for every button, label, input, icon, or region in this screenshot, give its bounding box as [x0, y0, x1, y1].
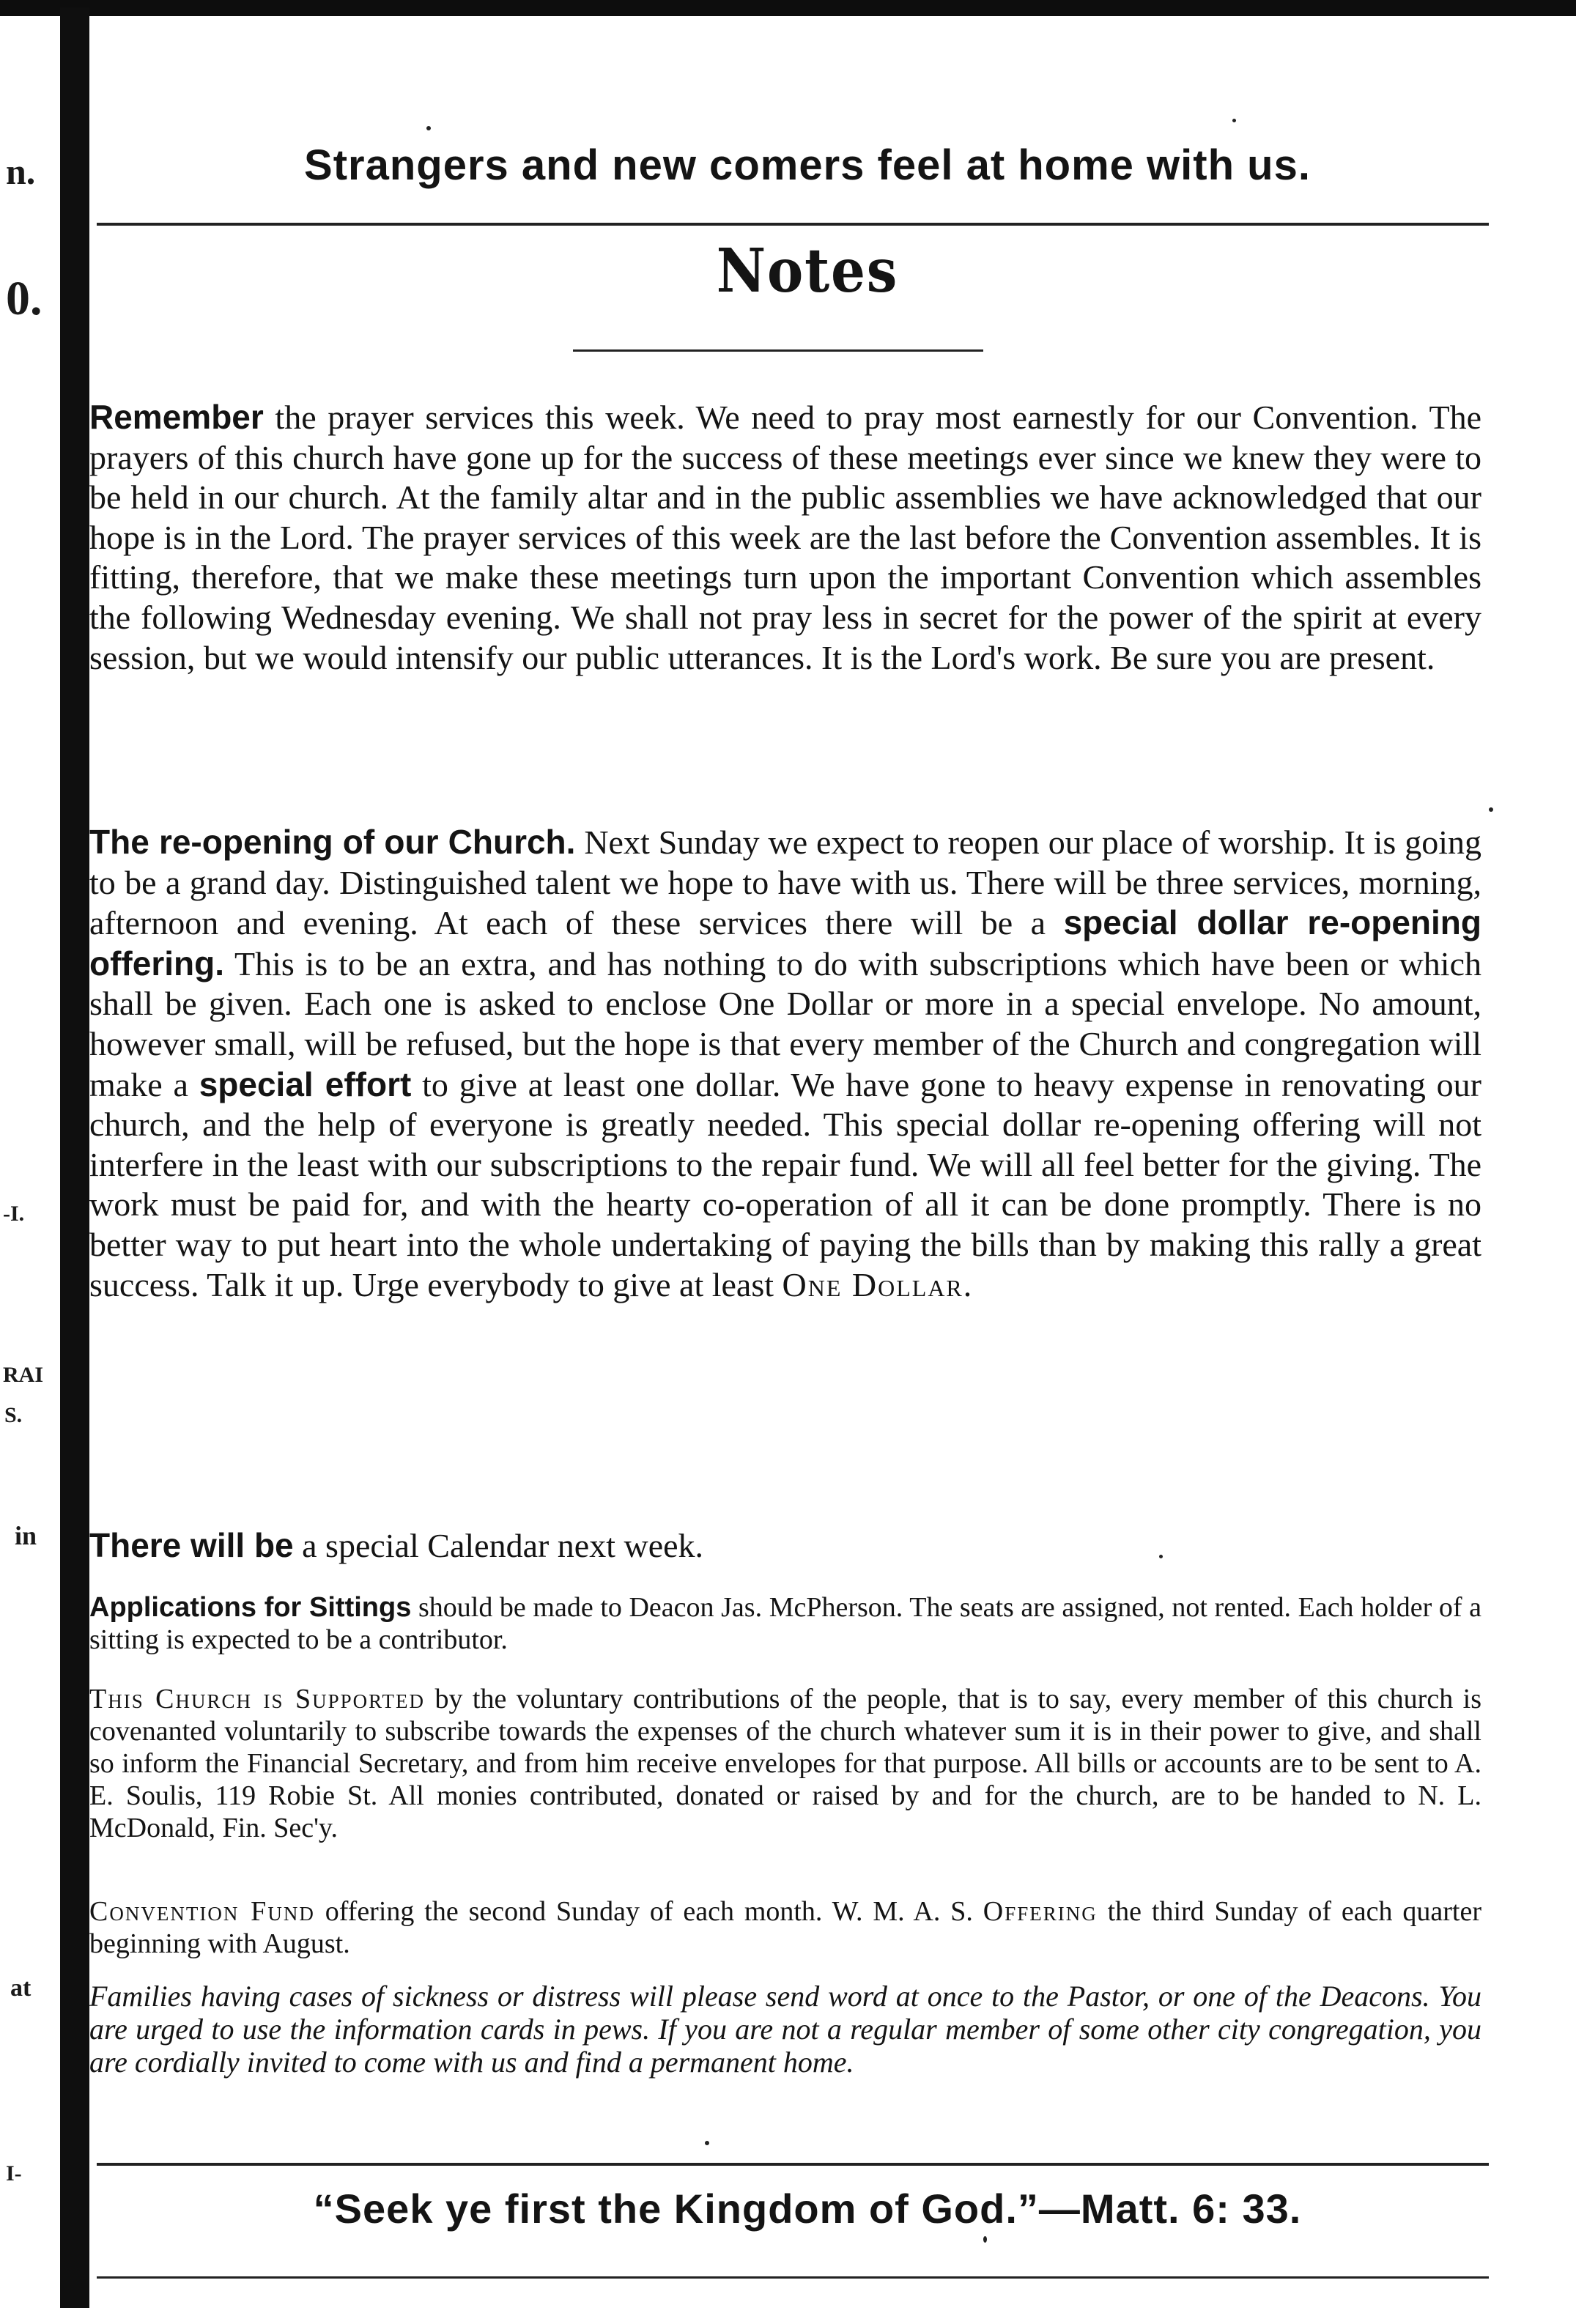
margin-fragment: at: [10, 1975, 32, 2002]
calendar-paragraph: [89, 1525, 1481, 1569]
reopening-body-1: Next Sunday we expect to reopen our place of worship. It is going to be a grand day. Distinguished talent we hope to have with us. There will be three services, morning, afternoon and evening. At each of these services there will be a: [89, 824, 1482, 942]
convention-fund-body-2: the third Sunday of each quarter beginning with August.: [89, 1896, 1482, 1959]
print-speck: [1232, 119, 1236, 122]
footer-scripture: “Seek ye first the Kingdom of God.”—Matt. 6: 33.: [313, 2186, 1302, 2232]
print-speck: [426, 126, 431, 130]
sittings-lead: Applications for Sittings: [89, 1592, 412, 1623]
sittings-paragraph: [89, 1591, 1481, 1661]
support-paragraph: [89, 1683, 1481, 1881]
convention-fund-caps: Convention Fund: [89, 1896, 315, 1927]
calendar-body: a special Calendar next week.: [293, 1527, 704, 1564]
prayer-lead: Remember: [89, 398, 264, 436]
page-top-band: [0, 0, 1576, 16]
margin-fragment: -I.: [3, 1202, 25, 1226]
footer-rule-top: [97, 2163, 1489, 2166]
print-speck: [983, 2236, 987, 2243]
families-paragraph: [89, 1980, 1481, 2119]
margin-fragment: RAI: [3, 1363, 44, 1387]
reopening-body-3: to give at least one dollar. We have gone to heavy expense in renovating our church, and the help of everyone is greatly needed. This special dollar re-opening offering will not interfere in the least with our subscriptions to the repair fund. We will all feel better for the giving. The work must be paid for, and with the hearty co-operation of all it can be done promptly. There is no better way to put heart into the whole undertaking of paying the bills than by making this rally a great success. Talk it up. Urge everybody to give at least: [89, 1065, 1482, 1303]
print-speck: [705, 2141, 709, 2145]
header-rule: [97, 223, 1489, 226]
margin-fragment: 0.: [6, 272, 42, 325]
sittings-body: should be made to Deacon Jas. McPherson. The seats are assigned, not rented. Each holder of a sitting is expected to be a contributor.: [89, 1592, 1481, 1655]
support-body: by the voluntary contributions of the people, that is to say, every member of this church is covenanted voluntarily to subscribe towards the expenses of the church whatever sum it is in their power to give, and shall so inform the Financial Secretary, and from him receive envelopes for that purpose. All bills or accounts are to be sent to A. E. Soulis, 119 Robie St. All monies contributed, donated or raised by and for the church, are to be handed to N. L. McDonald, Fin. Sec'y.: [89, 1684, 1481, 1843]
prayer-paragraph: [89, 397, 1481, 815]
print-speck: [1489, 807, 1493, 812]
margin-fragment: I-: [6, 2161, 22, 2186]
binding-spine: [60, 7, 89, 2308]
convention-fund-paragraph: [89, 1895, 1481, 1965]
offering-caps: Offering: [983, 1896, 1098, 1927]
header-slogan: Strangers and new comers feel at home with us.: [304, 141, 1311, 189]
margin-fragment: n.: [6, 151, 36, 192]
reopening-lead: The re-opening of our Church.: [89, 823, 576, 861]
notes-heading: [89, 236, 1525, 306]
print-speck: [1159, 1555, 1163, 1558]
footer-rule-bottom: [97, 2276, 1489, 2279]
prayer-body: the prayer services this week. We need to pray most earnestly for our Convention. The prayers of this church have gone up for the success of these meetings ever since we knew they were to be held in our church. At the family altar and in the public assemblies we have acknowledged that our hope is in the Lord. The prayer services of this week are the last before the Convention assembles. It is fitting, therefore, that we make these meetings turn upon the important Convention which assembles the following Wednesday evening. We shall not pray less in secret for the power of the spirit at every session, but we would intensify our public utterances. It is the Lord's work. Be sure you are present.: [89, 399, 1481, 676]
support-caps: This Church is Supported: [89, 1684, 425, 1714]
bulletin-page: [89, 16, 1547, 2309]
reopening-paragraph: [89, 822, 1481, 1496]
reopening-body-2: This is to be an extra, and has nothing to do with subscriptions which have been or which shall be given. Each one is asked to enclose One Dollar or more in a special envelope. No amount, however small, will be refused, but the hope is that every member of the Church and congregation will make a: [89, 944, 1481, 1103]
families-body: Families having cases of sickness or distress will please send word at once to the Pastor, or one of the Deacons. You are urged to use the information cards in pews. If you are not a regular member of some other city congregation, you are cordially invited to come with us and find a permanent home.: [89, 1980, 1481, 2079]
notes-heading-text: Notes: [716, 236, 899, 306]
margin-fragment: in: [15, 1521, 37, 1550]
adjacent-page-margin: [0, 0, 60, 2324]
reopening-caps: One Dollar.: [782, 1265, 974, 1303]
convention-fund-body-1: offering the second Sunday of each month. W. M. A. S.: [314, 1896, 983, 1927]
heading-rule: [573, 349, 983, 352]
reopening-emph-1: special dollar re-opening offering.: [89, 903, 1482, 982]
margin-fragment: S.: [4, 1403, 23, 1427]
calendar-lead: There will be: [89, 1526, 294, 1564]
reopening-emph-2: special effort: [199, 1065, 412, 1103]
